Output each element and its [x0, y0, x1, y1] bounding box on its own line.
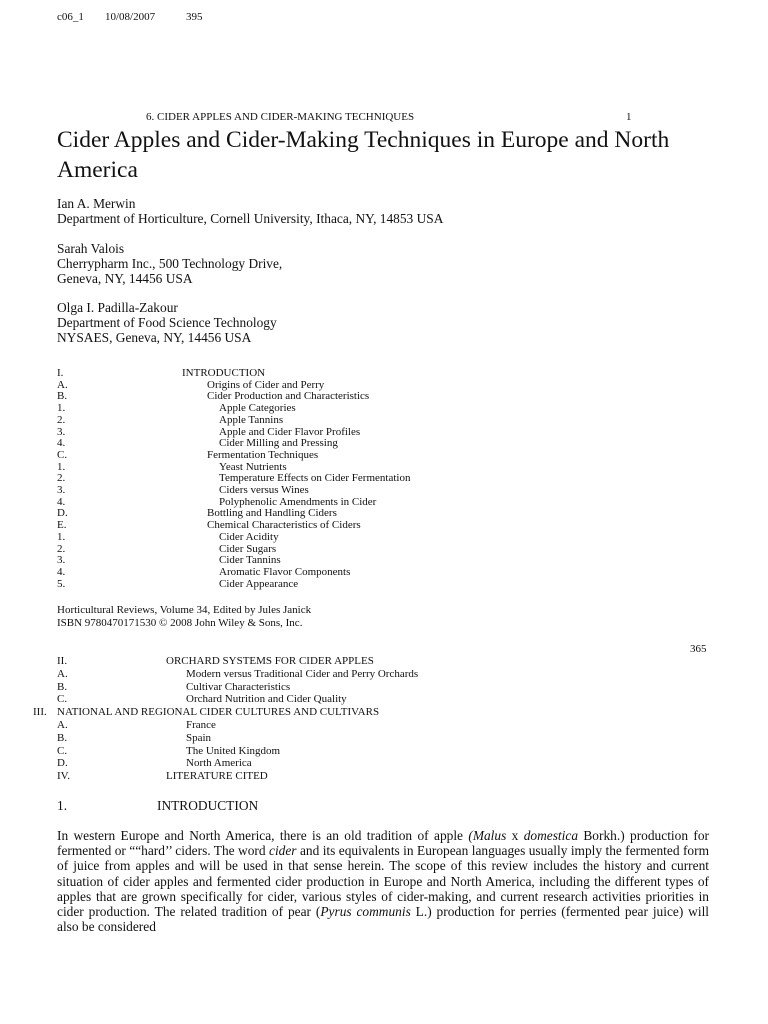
outline-item-number: C.	[57, 744, 68, 757]
outline-item-number: 1.	[57, 460, 66, 473]
outline-item-title: INTRODUCTION	[182, 367, 266, 379]
outline-item-number: 2.	[57, 472, 66, 485]
table-of-contents-part-1	[0, 367, 768, 597]
author-name: Sarah Valois	[57, 241, 125, 256]
outline-item-number: B.	[57, 680, 68, 693]
outline-item-title: Origins of Cider and Perry	[207, 378, 325, 391]
outline-item-number: 2.	[57, 413, 66, 426]
outline-item-number: 4.	[57, 437, 66, 450]
outline-item-title: LITERATURE CITED	[166, 770, 268, 783]
outline-item-title: Cider Acidity	[219, 530, 279, 543]
author-block-1	[57, 196, 443, 226]
author-name: Olga I. Padilla-Zakour	[57, 300, 178, 315]
outline-item-number: 5.	[57, 577, 66, 590]
outline-item-number: 3.	[57, 554, 66, 567]
outline-item-number: D.	[57, 757, 68, 770]
outline-item-number: 4.	[57, 495, 66, 508]
outline-item-title: Apple Tannins	[219, 413, 284, 426]
file-date: 10/08/2007	[105, 11, 156, 23]
outline-item-number: C.	[57, 448, 68, 461]
outline-item-title: Temperature Effects on Cider Fermentation	[219, 472, 411, 485]
outline-item-number: B.	[57, 731, 68, 744]
outline-item-number: 3.	[57, 484, 66, 496]
outline-item-number: A.	[57, 667, 68, 680]
author-affiliation: Department of Horticulture, Cornell University, Ithaca, NY, 14853 USA	[57, 211, 444, 226]
author-affiliation: Cherrypharm Inc., 500 Technology Drive,	[57, 256, 283, 271]
outline-item-title: Cider Tannins	[219, 554, 281, 567]
outline-item-number: A.	[57, 378, 68, 391]
outline-item-title: NATIONAL AND REGIONAL CIDER CULTURES AND CULTIVARS	[57, 706, 380, 719]
outline-item-title: Cider Production and Characteristics	[207, 390, 370, 403]
outline-item-title: Ciders versus Wines	[219, 484, 309, 496]
outline-item-title: Aromatic Flavor Components	[219, 565, 351, 578]
outline-item-title: Polyphenolic Amendments in Cider	[219, 495, 377, 508]
page-title: Cider Apples and Cider-Making Techniques in Europe and North America	[57, 127, 670, 183]
outline-item-number: 2.	[57, 542, 66, 555]
outline-item-title: Cultivar Characteristics	[186, 680, 291, 693]
outline-item-number: 1.	[57, 402, 66, 415]
outline-item-title: ORCHARD SYSTEMS FOR CIDER APPLES	[166, 655, 374, 667]
author-name: Ian A. Merwin	[57, 196, 136, 211]
table-of-contents-part-2	[0, 655, 768, 785]
outline-item-number: 3.	[57, 425, 66, 438]
publication-line: Horticultural Reviews, Volume 34, Edited by Jules Janick	[57, 604, 312, 616]
outline-item-title: Chemical Characteristics of Ciders	[207, 519, 361, 532]
outline-item-title: The United Kingdom	[186, 744, 281, 757]
file-id: c06_1	[57, 11, 84, 23]
author-affiliation: NYSAES, Geneva, NY, 14456 USA	[57, 330, 252, 345]
outline-item-title: Orchard Nutrition and Cider Quality	[186, 693, 347, 706]
outline-item-title: Cider Appearance	[219, 577, 299, 590]
section-number: 1.	[57, 798, 68, 813]
outline-item-title: Cider Sugars	[219, 542, 277, 555]
outline-item-number: IV.	[57, 770, 70, 783]
file-page-number: 395	[186, 11, 203, 23]
outline-item-title: North America	[186, 757, 252, 770]
outline-item-number: E.	[57, 519, 67, 532]
outline-item-number: III.	[33, 706, 47, 719]
outline-item-title: Bottling and Handling Ciders	[207, 507, 337, 520]
author-affiliation: Department of Food Science Technology	[57, 315, 277, 330]
publication-info	[57, 604, 311, 629]
running-head-page: 1	[626, 111, 632, 123]
outline-item-title: Cider Milling and Pressing	[219, 437, 338, 450]
author-block-2	[57, 241, 282, 286]
body-text	[57, 828, 709, 934]
outline-item-number: B.	[57, 390, 68, 403]
section-title: INTRODUCTION	[157, 798, 259, 813]
outline-item-title: Apple Categories	[219, 402, 296, 415]
running-head: 6. CIDER APPLES AND CIDER-MAKING TECHNIQUES	[146, 111, 415, 123]
outline-item-number: C.	[57, 693, 68, 706]
author-block-3	[57, 300, 277, 345]
isbn-line: ISBN 9780470171530 © 2008 John Wiley & Sons, Inc.	[57, 616, 303, 629]
outline-item-title: Spain	[186, 731, 212, 744]
outline-item-title: Apple and Cider Flavor Profiles	[219, 425, 361, 438]
outline-item-title: France	[186, 719, 216, 731]
outline-item-number: 1.	[57, 530, 66, 543]
paragraph: In western Europe and North America, there is an old tradition of apple (Malus x domestica Borkh.) production for fermented or ““hard’’ ciders. The word cider and its equivalents in European languages usually imply the fermented form of juice from apples and will be used in that sense herein. The scope of this review includes the history and current situation of cider apples and fermented cider production in Europe and North America, including the different types of apples that are grown specifically for cider, various styles of cider-making, and current research activities priorities in cider production. The related tradition of pear (Pyrus communis L.) production for perries (fermented pear juice) will also be considered	[57, 828, 710, 935]
author-affiliation: Geneva, NY, 14456 USA	[57, 271, 193, 286]
outline-item-number: 4.	[57, 565, 66, 578]
outline-item-title: Fermentation Techniques	[207, 448, 319, 461]
outline-item-title: Modern versus Traditional Cider and Perry Orchards	[186, 667, 419, 680]
outline-item-title: Yeast Nutrients	[219, 460, 287, 473]
outline-item-number: I.	[57, 367, 64, 379]
outline-item-number: D.	[57, 507, 68, 520]
page-number: 365	[690, 643, 707, 655]
outline-item-number: II.	[57, 655, 68, 667]
outline-item-number: A.	[57, 719, 68, 731]
